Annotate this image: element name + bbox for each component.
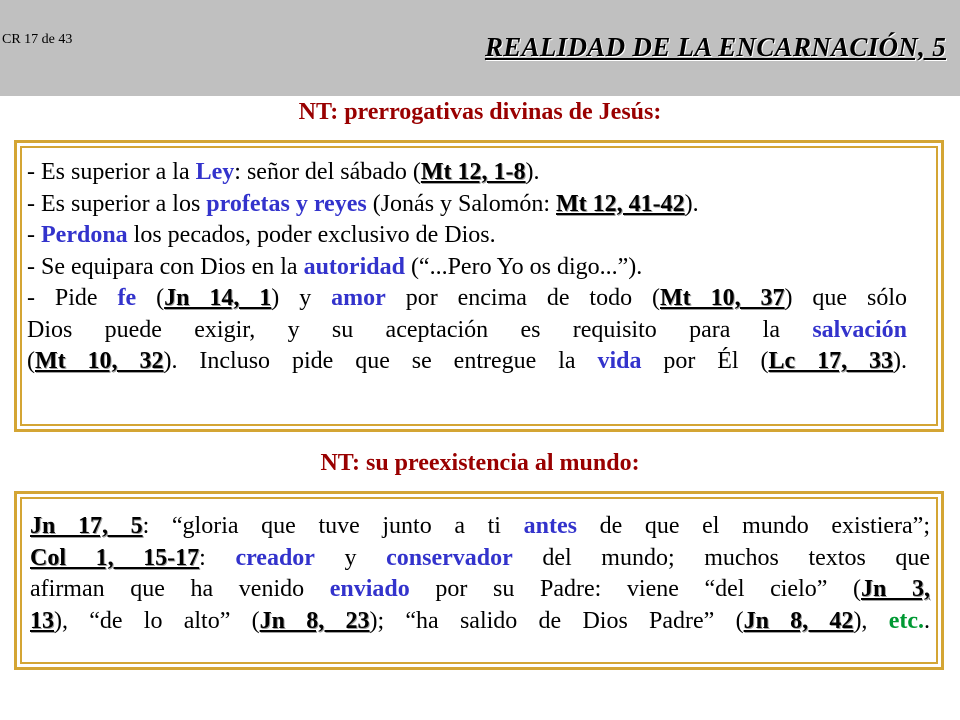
keyword: conservador: [386, 544, 513, 571]
preexistence-line-1: Jn 17, 5: “gloria que tuve junto a ti antes de que el mundo existiera”;: [30, 513, 930, 539]
keyword: salvación: [812, 316, 907, 343]
bible-reference: Mt 10, 37: [660, 285, 785, 311]
keyword: vida: [597, 348, 642, 374]
keyword: autoridad: [303, 253, 405, 280]
prerogatives-box: [14, 140, 944, 432]
keyword: profetas y reyes: [206, 190, 367, 217]
keyword: fe: [117, 285, 137, 311]
bible-reference: Jn 8, 23: [259, 607, 370, 634]
bible-reference: Lc 17, 33: [768, 348, 894, 374]
bible-reference: Mt 10, 32: [35, 348, 164, 374]
keyword: enviado: [329, 576, 410, 602]
prerogative-line-7: (Mt 10, 32). Incluso pide que se entregue la vida por Él (Lc 17, 33).: [27, 348, 908, 374]
bible-reference: Col 1, 15-17: [30, 544, 200, 571]
keyword: Perdona: [41, 222, 128, 248]
keyword: amor: [331, 285, 386, 311]
slide-title: REALIDAD DE LA ENCARNACIÓN, 5: [484, 32, 946, 62]
preexistence-line-2: Col 1, 15-17: creador y conservador del mundo; muchos textos que: [30, 544, 931, 571]
prerogative-line-4: - Se equipara con Dios en la autoridad (“...Pero Yo os digo...”).: [27, 253, 643, 280]
bible-reference: Mt 12, 1-8: [420, 159, 526, 185]
section-heading-preexistence: NT: su preexistencia al mundo:: [320, 450, 640, 476]
prerogative-line-1: - Es superior a la Ley: señor del sábado (Mt 12, 1-8).: [27, 159, 540, 185]
bible-reference: Jn 8, 42: [743, 607, 854, 634]
keyword: creador: [235, 544, 315, 571]
prerogative-line-2: - Es superior a los profetas y reyes (Jonás y Salomón: Mt 12, 41-42).: [27, 190, 699, 217]
bible-reference: Mt 12, 41-42: [556, 190, 685, 217]
preexistence-line-4: 13), “de lo alto” (Jn 8, 23); “ha salido de Dios Padre” (Jn 8, 42), etc..: [30, 607, 930, 634]
header-bar: [0, 0, 960, 96]
bible-reference: Jn 3,: [861, 576, 930, 602]
keyword: antes: [523, 513, 577, 539]
preexistence-box: [14, 491, 944, 670]
page-indicator: CR 17 de 43: [2, 32, 73, 47]
bible-reference: Jn 14, 1: [164, 285, 272, 311]
etc-keyword: etc.: [888, 607, 924, 634]
preexistence-line-3: afirman que ha venido enviado por su Padre: viene “del cielo” (Jn 3,: [30, 576, 930, 602]
keyword: Ley: [195, 159, 235, 185]
prerogative-line-6: Dios puede exigir, y su aceptación es requisito para la salvación: [27, 316, 907, 343]
prerogative-line-3: - Perdona los pecados, poder exclusivo de Dios.: [27, 222, 496, 248]
bible-reference: Jn 17, 5: [30, 513, 143, 539]
bible-reference: 13: [30, 607, 54, 634]
prerogative-line-5: - Pide fe (Jn 14, 1) y amor por encima de todo (Mt 10, 37) que sólo: [27, 285, 907, 311]
section-heading-prerogatives: NT: prerrogativas divinas de Jesús:: [298, 99, 662, 125]
